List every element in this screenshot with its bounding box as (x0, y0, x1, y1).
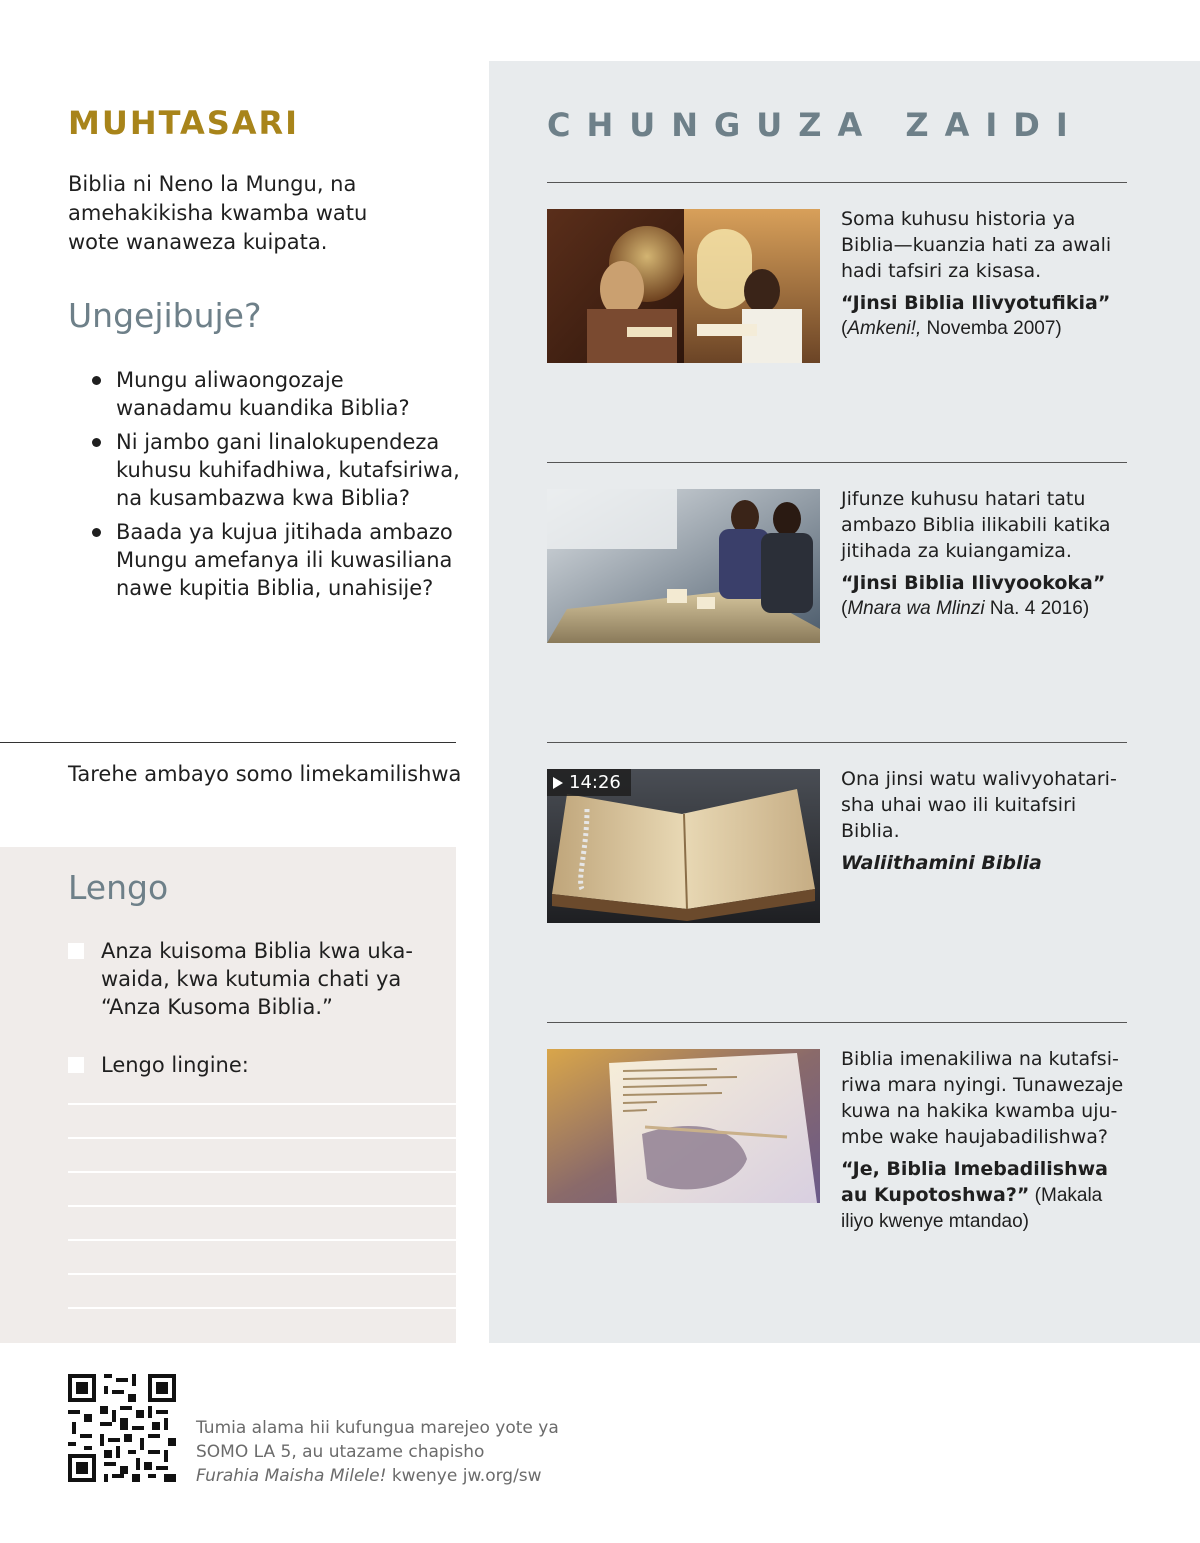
item-source-publication: Mnara wa Mlinzi (847, 598, 985, 619)
goal-checkbox[interactable] (68, 943, 84, 959)
item-link-title[interactable]: “Je, Biblia Imebadilishwa au Kupotoshwa?” (841, 1158, 1109, 1206)
bullet-icon (92, 376, 101, 385)
footer-line2: kwenye jw.org/sw (386, 1466, 542, 1486)
item-reference (841, 570, 1131, 622)
item-description: Ona jinsi watu walivyohatarisha uhai wao ili kuitafsiri Biblia. (841, 768, 1117, 842)
goal-write-line[interactable] (68, 1205, 456, 1207)
explore-item-text (841, 486, 1131, 622)
goal-write-line[interactable] (68, 1273, 456, 1275)
goal-text: Anza kuisoma Biblia kwa ukawaida, kwa kutumia chati ya “Anza Kusoma Biblia.” (101, 939, 413, 1019)
questions-list (92, 366, 462, 608)
item-reference (841, 290, 1131, 342)
item-link-title[interactable]: “Jinsi Biblia Ilivyookoka” (841, 572, 1106, 594)
footer-text (196, 1416, 576, 1488)
footer-line1: Tumia alama hii kufungua marejeo yote ya SOMO LA 5, au utazame chapisho (196, 1418, 559, 1462)
question-text: Baada ya kujua jitihada ambazo Mungu amefanya ili kuwasiliana nawe kupitia Biblia, unahisije? (116, 520, 453, 600)
item-source-open: ( (841, 598, 848, 619)
item-link-title[interactable]: Waliithamini Biblia (841, 852, 1042, 874)
history-thumbnail[interactable] (547, 209, 820, 363)
question-item (92, 428, 462, 512)
qr-code-icon[interactable] (68, 1374, 176, 1482)
questions-heading: Ungejibuje? (68, 296, 262, 335)
item-reference (841, 1156, 1131, 1235)
video-duration-badge (547, 769, 631, 796)
play-icon (553, 777, 563, 789)
divider (547, 182, 1127, 183)
question-text: Mungu aliwaongozaje wanadamu kuandika Biblia? (116, 368, 410, 420)
item-reference (841, 850, 1131, 876)
goal-write-line[interactable] (68, 1307, 456, 1309)
item-description: Soma kuhusu historia ya Biblia—kuanzia hati za awali hadi tafsiri za kisasa. (841, 208, 1112, 282)
item-source-date: Novemba 2007) (921, 318, 1062, 339)
explore-item-text (841, 1046, 1131, 1235)
bullet-icon (92, 528, 101, 537)
goal-write-line[interactable] (68, 1171, 456, 1173)
divider (547, 742, 1127, 743)
goal-item-other (68, 1051, 428, 1079)
bullet-icon (92, 438, 101, 447)
item-description: Jifunze kuhusu hatari tatu ambazo Biblia ilikabili katika jitihada za kuiangamiza. (841, 488, 1111, 562)
goal-heading: Lengo (68, 868, 169, 907)
item-source-note: (Makala iliyo kwenye mtandao) (841, 1185, 1103, 1232)
goal-write-line[interactable] (68, 1103, 456, 1105)
museum-thumbnail[interactable] (547, 489, 820, 643)
footer-publication[interactable]: Furahia Maisha Milele! (196, 1466, 387, 1486)
summary-heading: MUHTASARI (68, 104, 300, 142)
item-source-open: ( (841, 318, 848, 339)
completion-date-line[interactable] (0, 742, 456, 743)
explore-item-text (841, 206, 1131, 342)
goal-write-line[interactable] (68, 1239, 456, 1241)
item-source-publication: Amkeni!, (847, 318, 922, 339)
divider (547, 1022, 1127, 1023)
video-duration: 14:26 (569, 772, 621, 793)
goal-checkbox[interactable] (68, 1057, 84, 1073)
divider (547, 462, 1127, 463)
question-item (92, 366, 462, 422)
video-thumbnail[interactable] (547, 769, 820, 923)
goal-write-line[interactable] (68, 1137, 456, 1139)
goal-text: Lengo lingine: (101, 1053, 249, 1077)
question-item (92, 518, 462, 602)
item-link-title[interactable]: “Jinsi Biblia Ilivyotufikia” (841, 292, 1111, 314)
explore-item-text (841, 766, 1131, 876)
goal-box (0, 847, 456, 1343)
explore-heading: CHUNGUZA ZAIDI (547, 106, 1084, 144)
question-text: Ni jambo gani linalokupendeza kuhusu kuhifadhiwa, kutafsiriwa, na kusambazwa kwa Biblia? (116, 430, 460, 510)
goal-item (68, 937, 428, 1021)
manuscript-thumbnail[interactable] (547, 1049, 820, 1203)
completion-date-label: Tarehe ambayo somo limekamilishwa (68, 762, 462, 786)
item-description: Biblia imenakiliwa na kutafsiriwa mara nyingi. Tunawezaje kuwa na hakika kwamba ujumbe wake haujabadilishwa? (841, 1048, 1124, 1148)
item-source-date: Na. 4 2016) (984, 598, 1090, 619)
summary-text: Biblia ni Neno la Mungu, na amehakikisha kwamba watu wote wanaweza kuipata. (68, 172, 368, 254)
